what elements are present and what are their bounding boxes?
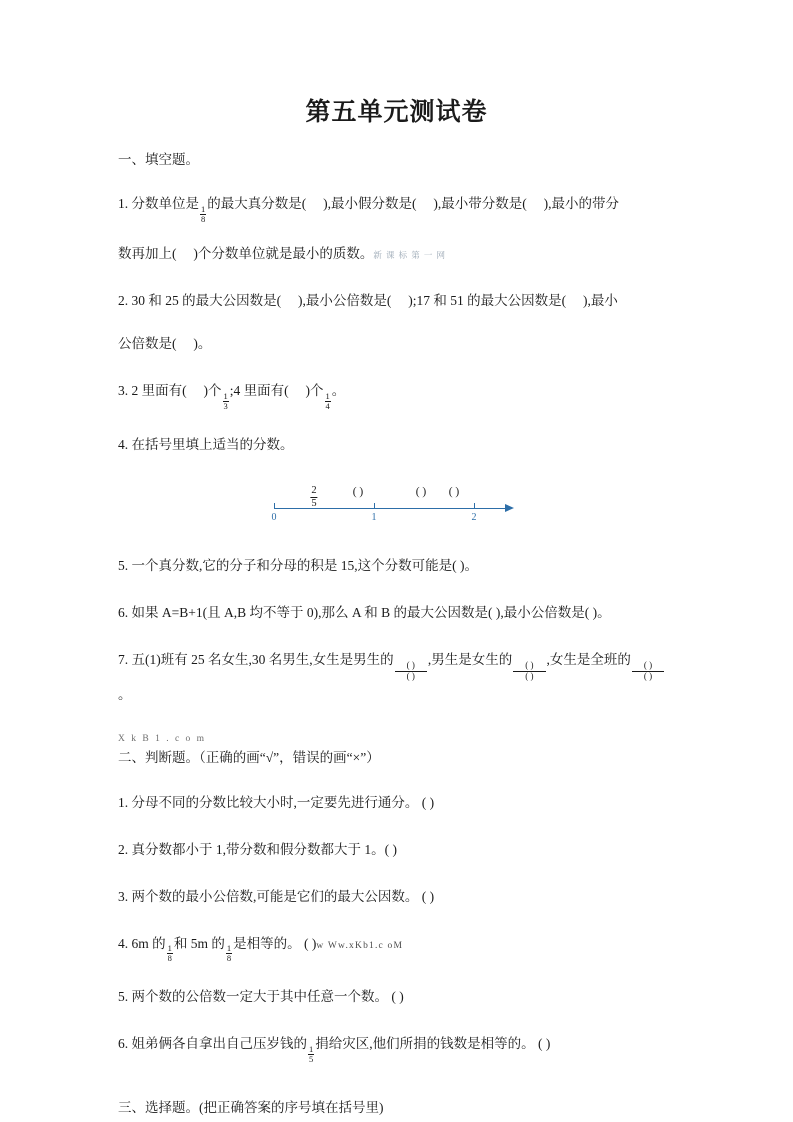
watermark-top: 新 课 标 第 一 网 [373,250,447,261]
number-line-tick-1 [374,503,375,509]
tf-question-6 [118,1030,678,1064]
tf-question-2: 2. 真分数都小于 1,带分数和假分数都大于 1。( ) [118,841,397,857]
q7-p4: 。 [118,687,132,703]
q3-p2: )个 [203,383,222,399]
q7-blank-fraction-2: $\frac{( )}{( )}$ [513,661,545,681]
number-line [271,474,522,532]
question-4: 4. 在括号里填上适当的分数。 [118,437,294,453]
q3-fraction-2: $\frac{1}{4}$ [325,390,330,411]
q7-p2: ,男生是女生的 [427,652,513,668]
question-3 [118,377,678,411]
q1-mid3: ),最小带分数是( [433,196,527,212]
tf-question-5: 5. 两个数的公倍数一定大于其中任意一个数。 ( ) [118,989,404,1005]
q1-mid2: ),最小假分数是( [323,196,417,212]
tf4-p1: 4. 6m 的 [118,935,166,951]
q3-fraction-1: $\frac{1}{3}$ [223,390,228,411]
q2-line2b: )。 [193,336,212,352]
number-line-tick-0 [274,503,275,509]
number-line-figure [118,474,678,532]
question-2-2 [118,330,678,357]
question-7 [118,646,678,708]
number-line-blank-3: ( ) [448,486,460,499]
q2-line2a: 公倍数是( [118,336,177,352]
q1-line2a: 数再加上( [118,246,177,262]
q1-mid4: ),最小的带分 [543,196,619,212]
section-heading-fill-in-blanks: 一、填空题。 [118,152,199,167]
q3-p3: ;4 里面有( [229,383,289,399]
q3-p5: 。 [331,383,346,399]
tf4-fraction-2: $\frac{1}{8}$ [226,943,232,964]
q2-a: 2. 30 和 25 的最大公因数是( [118,293,282,309]
section-heading-true-false: 二、判断题。（正确的画“√”，错误的画“×”） [118,750,380,766]
number-line-fraction-2-5: $\frac{2}{5}$ [311,485,317,509]
question-2-1 [118,287,678,314]
section-heading-multiple-choice: 三、选择题。(把正确答案的序号填在括号里) [118,1100,384,1116]
tf4-fraction-1: $\frac{1}{8}$ [167,943,172,964]
q1-line2b: )个分数单位就是最小的质数。 [193,246,374,262]
q7-blank-fraction-3: $\frac{( )}{( )}$ [632,661,664,681]
q1-mid1: 的最大真分数是( [207,196,307,212]
q1-fraction-1: $\frac{1}{8}$ [201,203,206,224]
question-6: 6. 如果 A=B+1(且 A,B 均不等于 0),那么 A 和 B 的最大公因数是( ),最小公倍数是( )。 [118,605,611,621]
tf-question-1: 1. 分母不同的分数比较大小时,一定要先进行通分。 ( ) [118,794,435,810]
number-line-mark-fraction [309,480,318,509]
q7-p3: ,女生是全班的 [546,652,631,668]
number-line-label-1: 1 [371,512,377,524]
q2-b: ),最小公倍数是( [298,293,392,309]
watermark-inline: w Ww.xKb1.c oM [316,940,404,951]
question-5: 5. 一个真分数,它的分子和分母的积是 15,这个分数可能是( )。 [118,558,478,574]
tf6-fraction-1: $\frac{1}{5}$ [309,1043,314,1065]
tf-question-4 [118,930,678,964]
question-1-1 [118,190,678,224]
tf-question-3: 3. 两个数的最小公倍数,可能是它们的最大公因数。 ( ) [118,888,435,904]
number-line-tick-2 [474,503,475,509]
q1-prefix: 1. 分数单位是 [118,196,199,212]
tf6-p2: 捐给灾区,他们所捐的钱数是相等的。 ( ) [315,1036,551,1052]
number-line-blank-1: ( ) [352,486,364,499]
q7-p1: 7. 五(1)班有 25 名女生,30 名男生,女生是男生的 [118,652,394,668]
tf4-p2: 和 5m 的 [173,935,225,951]
number-line-label-0: 0 [271,512,277,524]
q3-p1: 3. 2 里面有( [118,383,187,399]
number-line-arrow-icon [505,504,514,512]
q7-blank-fraction-1: $\frac{( )}{( )}$ [395,661,427,681]
worksheet-content [0,150,793,1119]
number-line-label-2: 2 [471,512,477,524]
q2-c: );17 和 51 的最大公因数是( [408,293,567,309]
page-title: 第五单元测试卷 [305,99,488,126]
q3-p4: )个 [305,383,324,399]
tf6-p1: 6. 姐弟俩各自拿出自己压岁钱的 [118,1036,307,1052]
q2-d: ),最小 [583,293,618,309]
tf4-p3: 是相等的。 ( ) [233,935,317,951]
number-line-blank-2: ( ) [415,486,427,499]
question-1-2 [118,240,678,267]
watermark-left: X k B 1 . c o m [118,734,207,745]
